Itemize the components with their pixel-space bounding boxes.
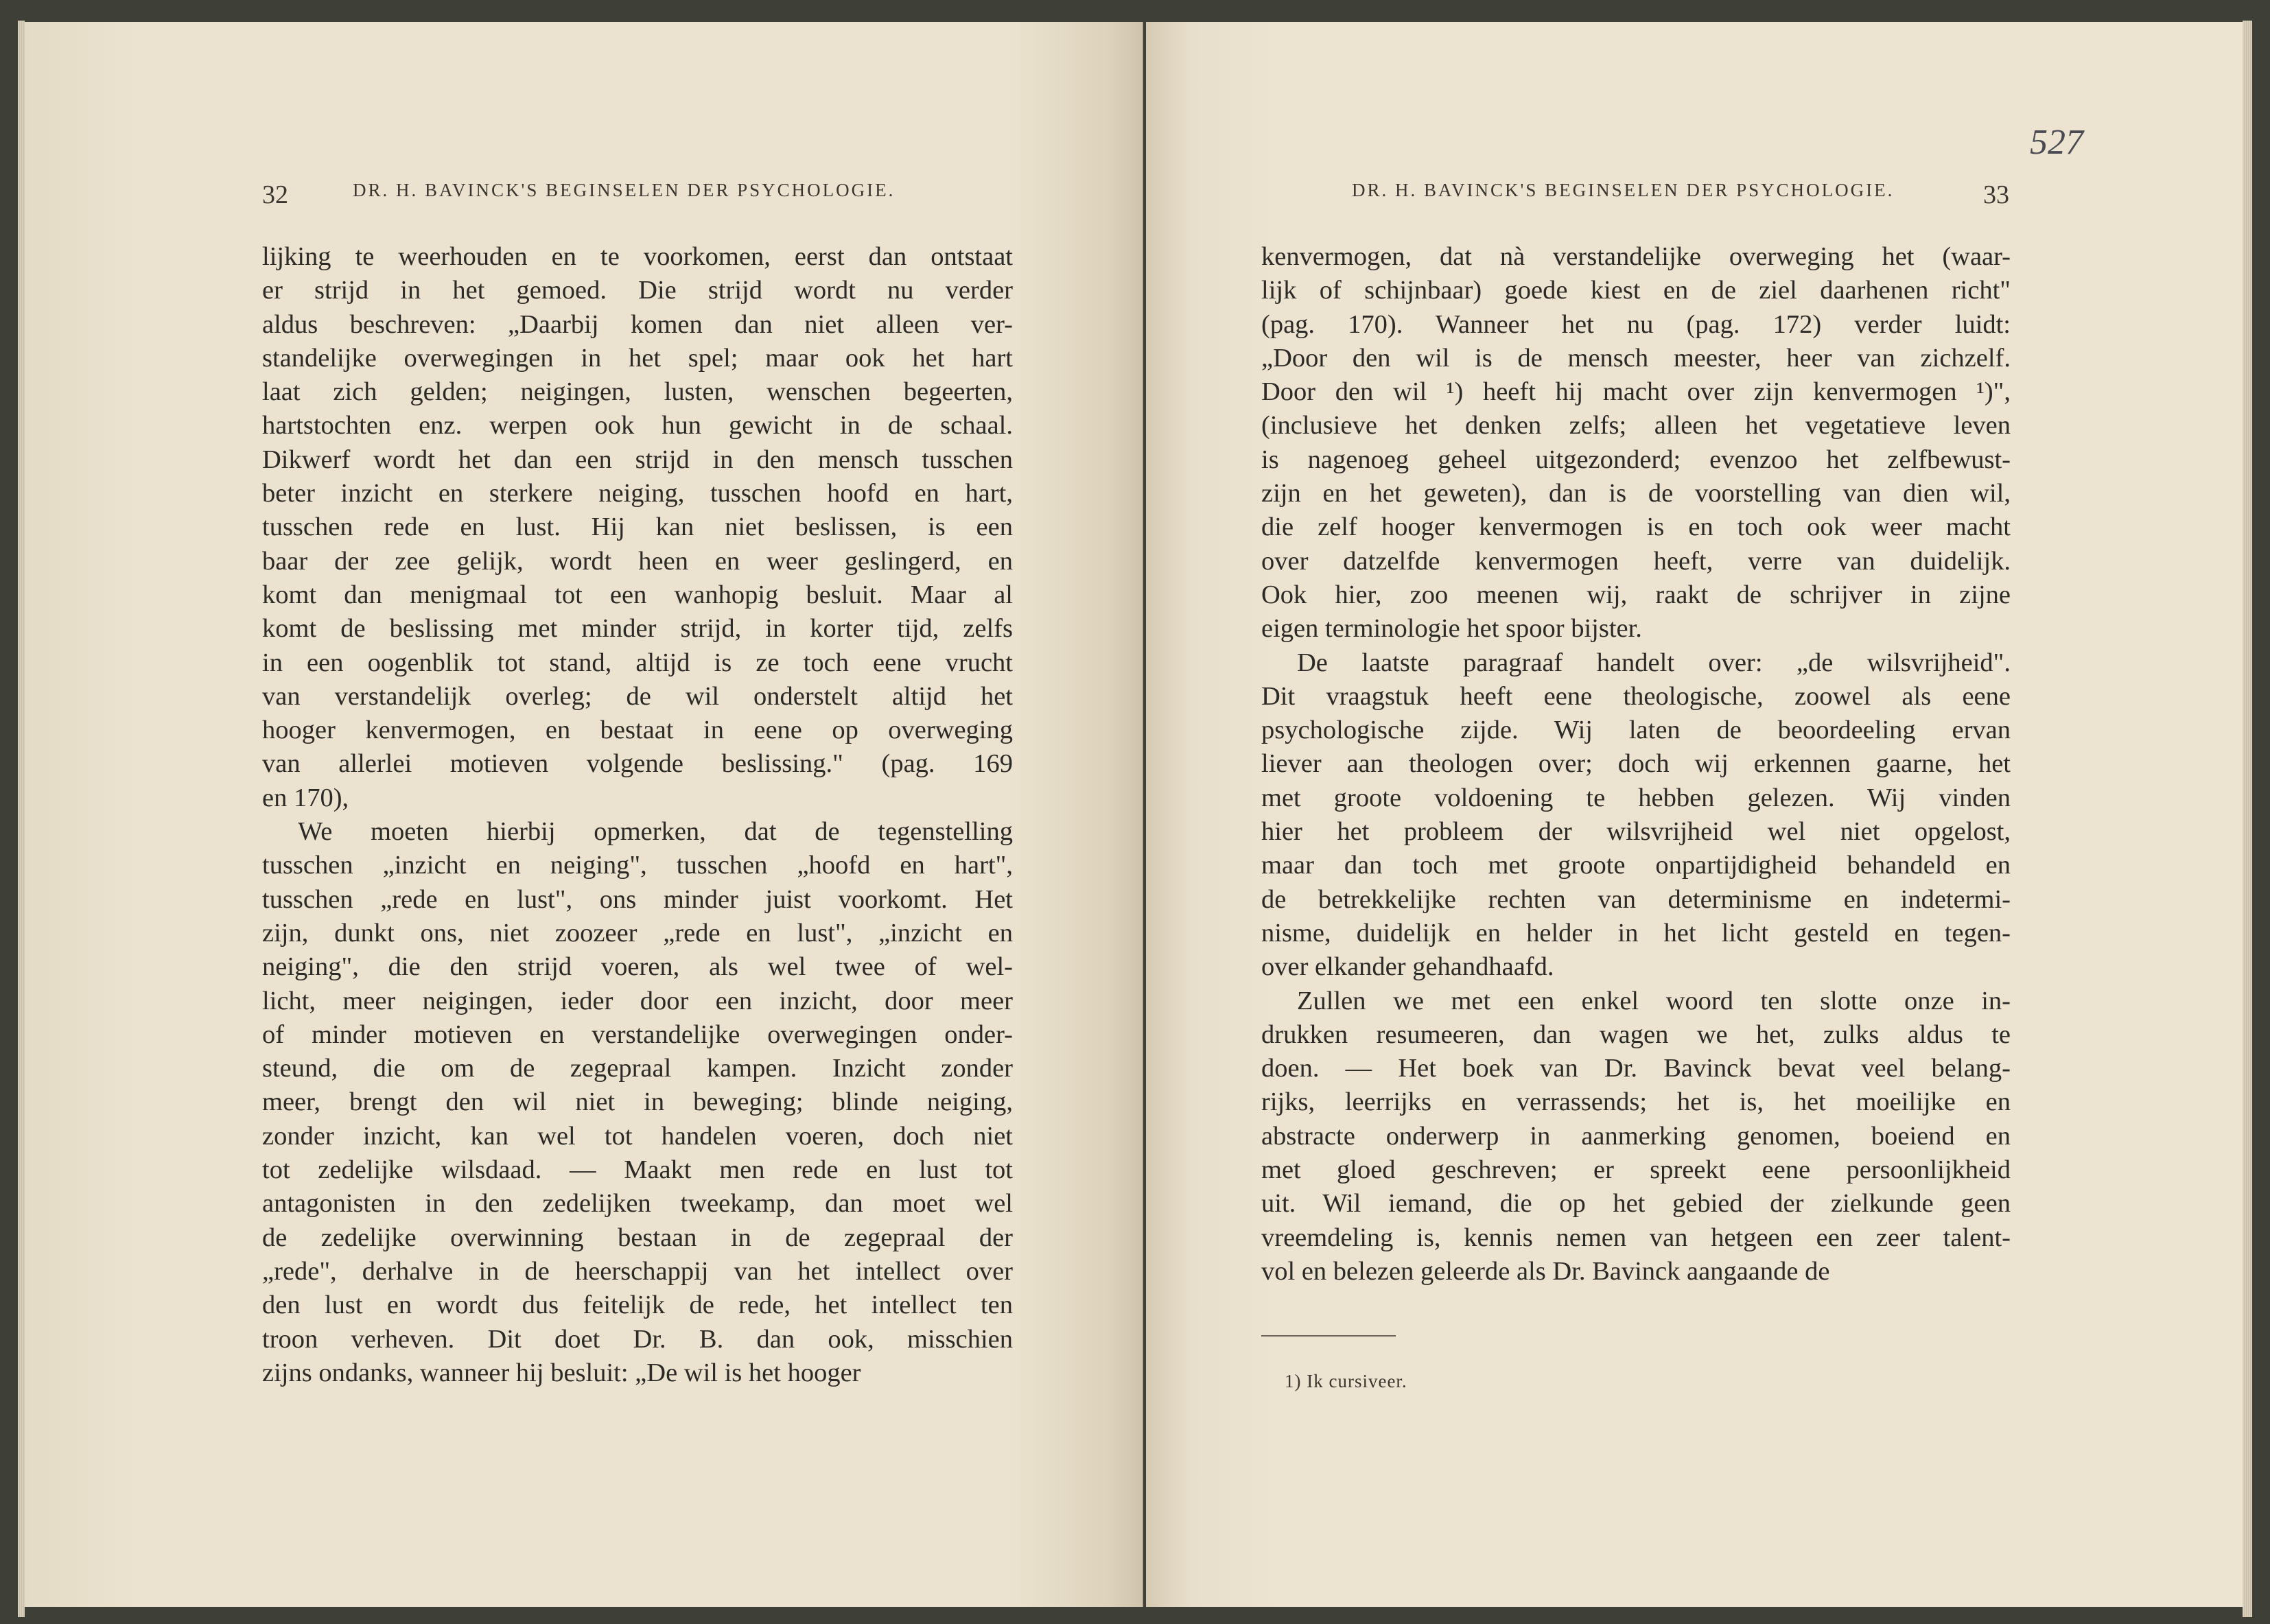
text-line: psychologische zijde. Wij laten de beoordeeling ervan (1261, 716, 2011, 745)
text-line: steund, die om de zegepraal kampen. Inzicht zonder (262, 1054, 1013, 1083)
text-line: standelijke overwegingen in het spel; maar ook het hart (262, 343, 1013, 373)
text-line: en 170), (262, 783, 349, 812)
text-line: er strijd in het gemoed. Die strijd wordt nu verder (262, 276, 1013, 305)
text-line: in een oogenblik tot stand, altijd is ze toch eene vrucht (262, 648, 1013, 677)
left-page-edge (18, 21, 25, 1617)
text-line: van verstandelijk overleg; de wil onderstelt altijd het (262, 681, 1013, 711)
text-line: drukken resumeeren, dan wagen we het, zulks aldus te (1261, 1020, 2011, 1049)
text-line: Door den wil ¹) heeft hij macht over zijn kenvermogen ¹)", (1261, 377, 2011, 407)
text-line: tusschen rede en lust. Hij kan niet beslissen, is een (262, 513, 1013, 542)
right-page-edge (2243, 21, 2252, 1617)
text-line: vreemdeling is, kennis nemen van hetgeen een zeer talent- (1261, 1223, 2011, 1252)
text-line: zijns ondanks, wanneer hij besluit: „De wil is het hooger (262, 1358, 861, 1387)
text-line: tot zedelijke wilsdaad. — Maakt men rede en lust tot (262, 1155, 1013, 1185)
text-line: (inclusieve het denken zelfs; alleen het vegetatieve leven (1261, 411, 2011, 440)
text-line: tusschen „inzicht en neiging", tusschen „hoofd en hart", (262, 851, 1013, 880)
text-line: laat zich gelden; neigingen, lusten, wenschen begeerten, (262, 377, 1013, 407)
text-line: aldus beschreven: „Daarbij komen dan niet alleen ver- (262, 309, 1013, 339)
right-running-head: DR. H. BAVINCK'S BEGINSELEN DER PSYCHOLOGIE. (1352, 180, 1895, 200)
text-line: Ook hier, zoo meenen wij, raakt de schrijver in zijne (1261, 580, 2011, 609)
text-line: vol en belezen geleerde als Dr. Bavinck aangaande de (1261, 1256, 1830, 1286)
text-line: licht, meer neigingen, ieder door een inzicht, door meer (262, 986, 1013, 1015)
text-line: lijk of schijnbaar) goede kiest en de ziel daarhenen richt" (1261, 276, 2011, 305)
text-line: kenvermogen, dat nà verstandelijke overweging het (waar- (1261, 242, 2011, 271)
text-line: hier het probleem der wilsvrijheid wel niet opgelost, (1261, 817, 2011, 847)
text-line: Dit vraagstuk heeft eene theologische, zoowel als eene (1261, 681, 2011, 711)
text-line: Zullen we met een enkel woord ten slotte onze in- (1297, 986, 2011, 1015)
text-line: over datzelfde kenvermogen heeft, verre van duidelijk. (1261, 546, 2011, 576)
text-line: den lust en wordt dus feitelijk de rede, het intellect ten (262, 1291, 1013, 1320)
footnote-rule (1261, 1335, 1396, 1337)
text-line: „Door den wil is de mensch meester, heer van zichzelf. (1261, 343, 2011, 373)
left-body-text (262, 240, 1013, 1390)
left-page-number: 32 (262, 180, 288, 209)
text-line: over elkander gehandhaafd. (1261, 952, 1554, 982)
left-running-head: DR. H. BAVINCK'S BEGINSELEN DER PSYCHOLOGIE. (353, 180, 896, 200)
text-line: We moeten hierbij opmerken, dat de tegenstelling (298, 817, 1013, 847)
text-line: zonder inzicht, kan wel tot handelen voeren, doch niet (262, 1121, 1013, 1151)
text-line: beter inzicht en sterkere neiging, tusschen hoofd en hart, (262, 479, 1013, 508)
text-line: met gloed geschreven; er spreekt eene persoonlijkheid (1261, 1155, 2011, 1185)
text-line: die zelf hooger kenvermogen is en toch ook weer macht (1261, 513, 2011, 542)
text-line: lijking te weerhouden en te voorkomen, eerst dan ontstaat (262, 242, 1013, 271)
text-line: neiging", die den strijd voeren, als wel twee of wel- (262, 952, 1013, 982)
handwritten-page-note: 527 (2030, 123, 2083, 162)
text-line: abstracte onderwerp in aanmerking genomen, boeiend en (1261, 1121, 2011, 1151)
text-line: liever aan theologen over; doch wij erkennen gaarne, het (1261, 749, 2011, 779)
text-line: tusschen „rede en lust", ons minder juist voorkomt. Het (262, 884, 1013, 914)
text-line: zijn, dunkt ons, niet zoozeer „rede en lust", „inzicht en (262, 918, 1013, 948)
text-line: de betrekkelijke rechten van determinisme en indetermi- (1261, 884, 2011, 914)
text-line: komt dan menigmaal tot een wanhopig besluit. Maar al (262, 580, 1013, 609)
text-line: is nagenoeg geheel uitgezonderd; evenzoo het zelfbewust- (1261, 445, 2011, 474)
text-line: „rede", derhalve in de heerschappij van het intellect over (262, 1256, 1013, 1286)
text-line: troon verheven. Dit doet Dr. B. dan ook, misschien (262, 1324, 1013, 1354)
text-line: De laatste paragraaf handelt over: „de wilsvrijheid". (1297, 648, 2011, 677)
text-line: doen. — Het boek van Dr. Bavinck bevat veel belang- (1261, 1054, 2011, 1083)
text-line: komt de beslissing met minder strijd, in korter tijd, zelfs (262, 614, 1013, 644)
text-line: rijks, leerrijks en verrassends; het is, het moeilijke en (1261, 1087, 2011, 1117)
text-line: van allerlei motieven volgende beslissing." (pag. 169 (262, 749, 1013, 779)
footnote: 1) Ik cursiveer. (1285, 1371, 1407, 1391)
text-line: de zedelijke overwinning bestaan in de zegepraal der (262, 1223, 1013, 1252)
text-line: hooger kenvermogen, en bestaat in eene op overweging (262, 716, 1013, 745)
text-line: hartstochten enz. werpen ook hun gewicht in de schaal. (262, 411, 1013, 440)
text-line: of minder motieven en verstandelijke overwegingen onder- (262, 1020, 1013, 1049)
text-line: maar dan toch met groote onpartijdigheid behandeld en (1261, 851, 2011, 880)
text-line: nisme, duidelijk en helder in het licht gesteld en tegen- (1261, 918, 2011, 948)
text-line: Dikwerf wordt het dan een strijd in den mensch tusschen (262, 445, 1013, 474)
text-line: zijn en het geweten), dan is de voorstelling van dien wil, (1261, 479, 2011, 508)
text-line: eigen terminologie het spoor bijster. (1261, 614, 1642, 644)
right-body-text (1261, 240, 2011, 1288)
text-line: meer, brengt den wil niet in beweging; blinde neiging, (262, 1087, 1013, 1117)
text-line: met groote voldoening te hebben gelezen. Wij vinden (1261, 783, 2011, 812)
text-line: uit. Wil iemand, die op het gebied der zielkunde geen (1261, 1189, 2011, 1219)
right-page-number: 33 (1983, 180, 2009, 209)
text-line: antagonisten in den zedelijken tweekamp, dan moet wel (262, 1189, 1013, 1219)
text-line: (pag. 170). Wanneer het nu (pag. 172) verder luidt: (1261, 309, 2011, 339)
text-line: baar der zee gelijk, wordt heen en weer geslingerd, en (262, 546, 1013, 576)
